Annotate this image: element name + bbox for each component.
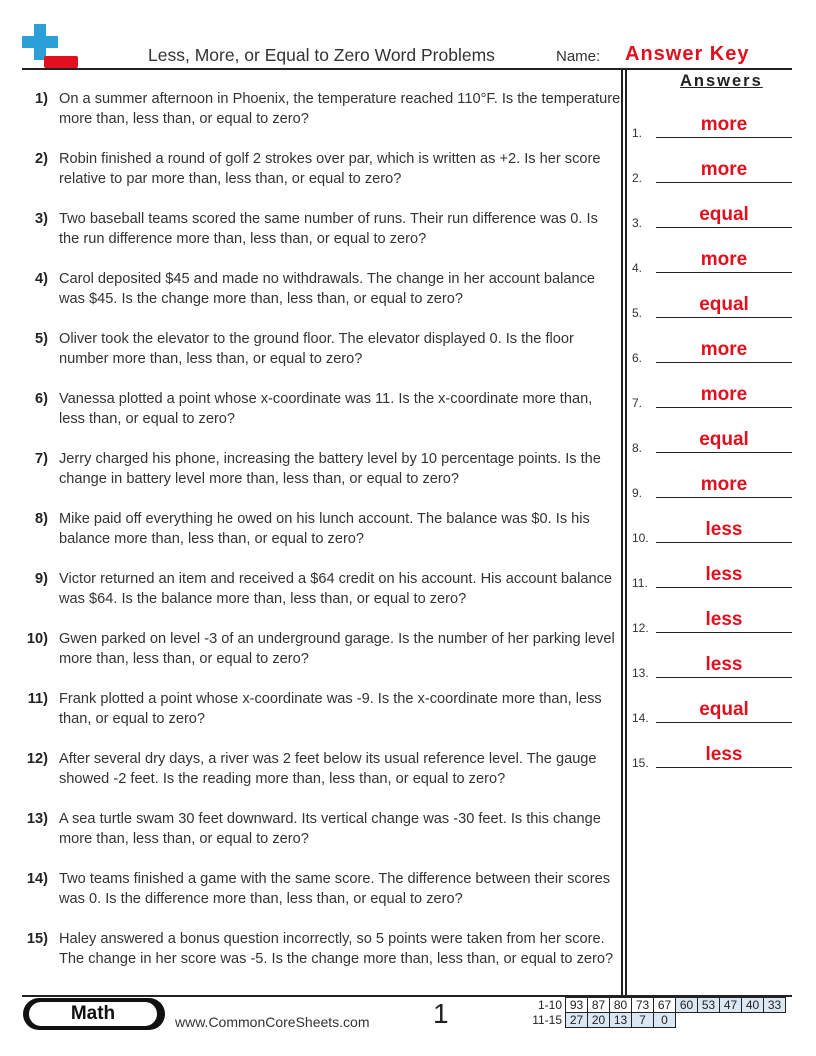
score-cell: 87 xyxy=(588,998,610,1013)
answer-line xyxy=(656,452,792,453)
answer-value: less xyxy=(705,654,743,675)
score-table xyxy=(530,997,786,1028)
score-row xyxy=(530,998,786,1013)
score-row xyxy=(530,1013,786,1028)
answer-line xyxy=(656,677,792,678)
answer-line xyxy=(656,542,792,543)
answer-line xyxy=(656,272,792,273)
question-text: Carol deposited $45 and made no withdrawals. The change in her account balance was $45. Is the change more than, less than, or equal to zero? xyxy=(59,271,595,307)
question-text: Two teams finished a game with the same score. The difference between their scores was 0. Is the difference more than, less than, or equal to zero? xyxy=(59,871,611,907)
score-cell: 67 xyxy=(654,998,676,1013)
question-item xyxy=(22,570,622,609)
question-number: 12) xyxy=(26,751,48,767)
answer-number: 13. xyxy=(632,666,649,680)
header-divider xyxy=(22,68,792,70)
answer-key-label: Answer Key xyxy=(625,43,750,65)
score-cell: 33 xyxy=(764,998,786,1013)
question-item xyxy=(22,690,622,729)
question-number: 1) xyxy=(35,91,48,107)
question-item xyxy=(22,810,622,849)
answer-line xyxy=(656,632,792,633)
answer-number: 11. xyxy=(632,576,648,590)
subject-badge xyxy=(23,998,165,1030)
question-item xyxy=(22,630,622,669)
answer-row xyxy=(632,746,792,768)
question-text: Oliver took the elevator to the ground floor. The elevator displayed 0. Is the floor number more than, less than, or equal to zero? xyxy=(59,331,574,367)
question-number: 10) xyxy=(26,631,48,647)
answers-header: Answers xyxy=(680,72,763,90)
question-number: 2) xyxy=(35,151,48,167)
score-cell: 80 xyxy=(610,998,632,1013)
answer-value: less xyxy=(705,609,743,630)
answer-row xyxy=(632,116,792,138)
page-title: Less, More, or Equal to Zero Word Problems xyxy=(148,45,495,65)
score-cell: 27 xyxy=(566,1013,588,1028)
answer-number: 15. xyxy=(632,756,649,770)
answer-row xyxy=(632,386,792,408)
answer-line xyxy=(656,317,792,318)
answer-number: 12. xyxy=(632,621,649,635)
plus-minus-logo-icon xyxy=(22,24,78,68)
question-number: 3) xyxy=(35,211,48,227)
question-number: 15) xyxy=(26,931,48,947)
score-cell: 13 xyxy=(610,1013,632,1028)
question-text: On a summer afternoon in Phoenix, the temperature reached 110°F. Is the temperature more than, less than, or equal to zero? xyxy=(59,91,621,127)
question-item xyxy=(22,390,622,429)
question-text: Gwen parked on level -3 of an underground garage. Is the number of her parking level more than, less than, or equal to zero? xyxy=(59,631,615,667)
answer-value: less xyxy=(705,519,743,540)
question-text: Two baseball teams scored the same number of runs. Their run difference was 0. Is the run difference more than, less than, or equal to zero? xyxy=(59,211,598,247)
answer-number: 4. xyxy=(632,261,643,275)
answer-row xyxy=(632,251,792,273)
answer-line xyxy=(656,587,792,588)
answer-value: equal xyxy=(699,294,749,315)
question-item xyxy=(22,450,622,489)
answer-line xyxy=(656,227,792,228)
answer-value: equal xyxy=(699,429,749,450)
subject-label: Math xyxy=(29,1002,157,1026)
answer-number: 14. xyxy=(632,711,649,725)
score-cell: 53 xyxy=(698,998,720,1013)
question-text: After several dry days, a river was 2 feet below its usual reference level. The gauge showed -2 feet. Is the reading more than, less than, or equal to zero? xyxy=(59,751,597,787)
answer-row xyxy=(632,296,792,318)
answer-number: 1. xyxy=(632,126,643,140)
question-number: 6) xyxy=(35,391,48,407)
score-row-label: 11-15 xyxy=(532,1013,562,1027)
page-number: 1 xyxy=(433,998,449,1029)
answer-row xyxy=(632,206,792,228)
answer-value: less xyxy=(705,744,743,765)
answer-number: 2. xyxy=(632,171,643,185)
answer-row xyxy=(632,611,792,633)
score-cell: 7 xyxy=(632,1013,654,1028)
answer-value: more xyxy=(700,384,748,405)
answer-value: less xyxy=(705,564,743,585)
question-number: 4) xyxy=(35,271,48,287)
name-label: Name: xyxy=(556,48,601,65)
question-text: Vanessa plotted a point whose x-coordinate was 11. Is the x-coordinate more than, less than, or equal to zero? xyxy=(59,391,593,427)
answer-value: equal xyxy=(699,699,749,720)
answer-line xyxy=(656,497,792,498)
score-cell: 73 xyxy=(632,998,654,1013)
question-item xyxy=(22,150,622,189)
question-item xyxy=(22,930,622,969)
answer-row xyxy=(632,341,792,363)
score-cell: 20 xyxy=(588,1013,610,1028)
answer-line xyxy=(656,722,792,723)
answer-row xyxy=(632,566,792,588)
answer-line xyxy=(656,137,792,138)
answer-line xyxy=(656,407,792,408)
answer-line xyxy=(656,182,792,183)
question-number: 11) xyxy=(27,691,48,707)
answer-value: more xyxy=(700,474,748,495)
answer-value: more xyxy=(700,159,748,180)
answer-line xyxy=(656,362,792,363)
question-number: 5) xyxy=(35,331,48,347)
answer-row xyxy=(632,656,792,678)
answer-value: more xyxy=(700,249,748,270)
answer-number: 5. xyxy=(632,306,643,320)
question-number: 13) xyxy=(26,811,48,827)
question-text: Haley answered a bonus question incorrectly, so 5 points were taken from her score. The change in her score was -5. Is the change more than, less than, or equal to zero? xyxy=(59,931,614,967)
question-text: Robin finished a round of golf 2 strokes over par, which is written as +2. Is her score relative to par more than, less than, or equal to zero? xyxy=(59,151,601,187)
question-text: Jerry charged his phone, increasing the battery level by 10 percentage points. Is the change in battery level more than, less than, or equal to zero? xyxy=(59,451,601,487)
column-divider-right xyxy=(625,69,627,997)
score-row-label: 1-10 xyxy=(537,998,562,1012)
answer-row xyxy=(632,521,792,543)
answer-number: 9. xyxy=(632,486,643,500)
answer-value: equal xyxy=(699,204,749,225)
question-text: Victor returned an item and received a $64 credit on his account. His account balance was $64. Is the balance more than, less than, or equal to zero? xyxy=(59,571,612,607)
answer-row xyxy=(632,476,792,498)
question-text: A sea turtle swam 30 feet downward. Its vertical change was -30 feet. Is this change more than, less than, or equal to zero? xyxy=(59,811,601,847)
question-number: 8) xyxy=(35,511,48,527)
answer-number: 7. xyxy=(632,396,643,410)
score-cell: 93 xyxy=(566,998,588,1013)
answer-number: 6. xyxy=(632,351,643,365)
answer-number: 10. xyxy=(632,531,649,545)
answer-row xyxy=(632,161,792,183)
score-cell: 60 xyxy=(676,998,698,1013)
question-item xyxy=(22,330,622,369)
answer-row xyxy=(632,431,792,453)
answer-value: more xyxy=(700,339,748,360)
question-item xyxy=(22,270,622,309)
answer-row xyxy=(632,701,792,723)
question-number: 14) xyxy=(26,871,48,887)
answer-line xyxy=(656,767,792,768)
question-number: 7) xyxy=(35,451,48,467)
score-cell: 0 xyxy=(654,1013,676,1028)
question-text: Frank plotted a point whose x-coordinate was -9. Is the x-coordinate more than, less than, or equal to zero? xyxy=(59,691,602,727)
answer-number: 3. xyxy=(632,216,643,230)
question-item xyxy=(22,210,622,249)
question-item xyxy=(22,870,622,909)
question-number: 9) xyxy=(35,571,48,587)
website-link[interactable]: www.CommonCoreSheets.com xyxy=(175,1014,370,1030)
score-cell: 40 xyxy=(742,998,764,1013)
question-text: Mike paid off everything he owed on his lunch account. The balance was $0. Is his balance more than, less than, or equal to zero? xyxy=(59,511,590,547)
answer-value: more xyxy=(700,114,748,135)
score-cell: 47 xyxy=(720,998,742,1013)
answer-number: 8. xyxy=(632,441,643,455)
question-item xyxy=(22,750,622,789)
question-item xyxy=(22,90,622,129)
question-item xyxy=(22,510,622,549)
